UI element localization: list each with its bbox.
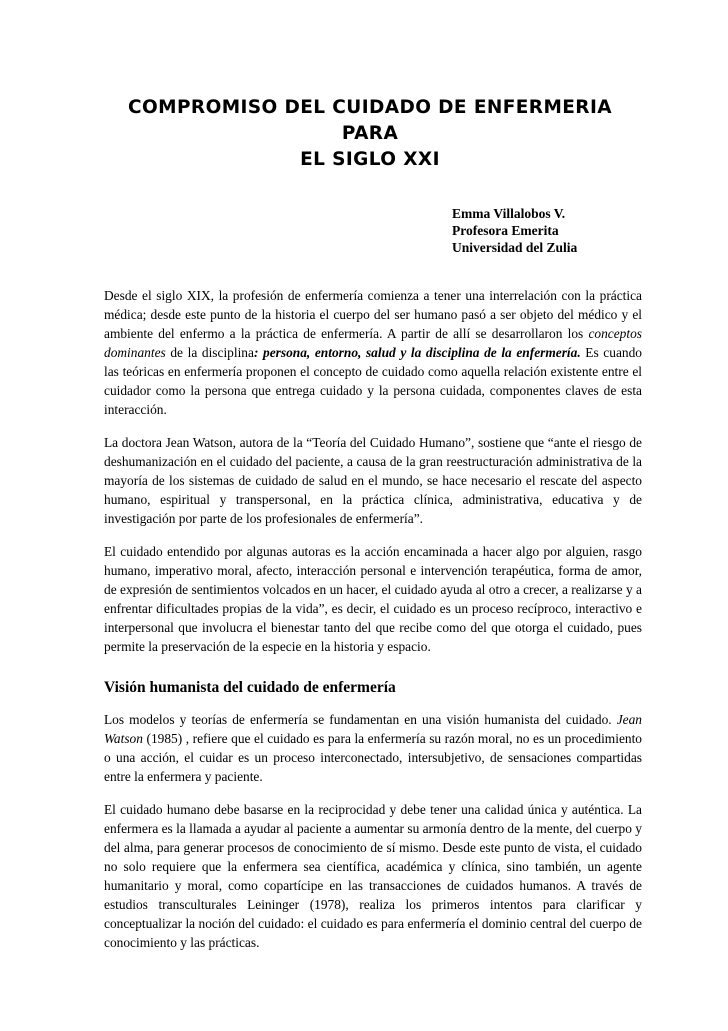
paragraph-4 <box>104 710 642 786</box>
paragraph-1-text-a: Desde el siglo XIX, la profesión de enfermería comienza a tener una interrelación con la práctica médica; desde este punto de la historia el cuerpo del ser humano pasó a ser objeto del médico y el ambiente del enfermo a la práctica de enfermería. A partir de allí se desarrollaron los <box>104 288 642 341</box>
paragraph-4-author-ref: Jean Watson <box>104 712 642 746</box>
paragraph-4-text-a: Los modelos y teorías de enfermería se fundamentan en una visión humanista del cuidado. <box>104 712 617 727</box>
section-heading: Visión humanista del cuidado de enfermería <box>104 679 396 696</box>
author-block <box>452 205 577 256</box>
paragraph-2: La doctora Jean Watson, autora de la “Teoría del Cuidado Humano”, sostiene que “ante el riesgo de deshumanización en el cuidado del paciente, a causa de la gran reestructuración administrativa de la mayoría de los sistemas de cuidado de salud en el mundo, se hace necesario el rescate del aspecto humano, espiritual y transpersonal, en la práctica clínica, administrativa, educativa y de investigación por parte de los profesionales de enfermería”. <box>104 435 642 526</box>
title-line-2: EL SIGLO XXI <box>300 149 440 170</box>
paragraph-4-text-c: (1985) , refiere que el cuidado es para la enfermería su razón moral, no es un procedimiento o una acción, el cuidar es un proceso interconectado, intersubjetivo, de sensaciones compartidas entre la enfermera y paciente. <box>104 731 642 784</box>
paragraph-1-bold-concepts: : persona, entorno, salud y la disciplina de la enfermería. <box>253 345 581 360</box>
paragraph-1-text-c: de la disciplina <box>165 345 254 360</box>
title-line-1: COMPROMISO DEL CUIDADO DE ENFERMERIA PARA <box>128 97 612 144</box>
paragraph-5: El cuidado humano debe basarse en la reciprocidad y debe tener una calidad única y auténtica. La enfermera es la llamada a ayudar al paciente a aumentar su armonía dentro de la mente, del cuerpo y del alma, para generar procesos de conocimiento de sí mismo. Desde este punto de vista, el cuidado no solo requiere que la enfermera sea científica, académica y clínica, sino también, un agente humanitario y moral, como copartícipe en las transacciones de cuidados humanos. A través de estudios transculturales Leininger (1978), realiza los primeros intentos para clarificar y conceptualizar la noción del cuidado: el cuidado es para enfermería el dominio central del cuerpo de conocimiento y las prácticas. <box>104 802 642 950</box>
document-title <box>100 95 640 173</box>
paragraph-1-emphasis: conceptos dominantes <box>104 326 642 360</box>
author-role: Profesora Emerita <box>452 223 559 238</box>
paragraph-3: El cuidado entendido por algunas autoras es la acción encaminada a hacer algo por alguien, rasgo humano, imperativo moral, afecto, interacción personal e intervención terapéutica, forma de amor, de expresión de sentimientos volcados en un hacer, el cuidado ayuda al otro a crecer, a realizarse y a enfrentar dificultades propias de la vida”, es decir, el cuidado es un proceso recíproco, interactivo e interpersonal que involucra el bienestar tanto del que recibe como del que otorga el cuidado, pues permite la preservación de la especie en la historia y espacio. <box>104 544 642 654</box>
author-name: Emma Villalobos V. <box>452 206 566 221</box>
paragraph-1-text-e: Es cuando las teóricas en enfermería proponen el concepto de cuidado como aquella relación existente entre el cuidador como la persona que entrega cuidado y la persona cuidada, componentes claves de esta interacción. <box>104 345 642 417</box>
author-institution: Universidad del Zulia <box>452 240 578 255</box>
document-body <box>104 286 642 966</box>
paragraph-1 <box>104 286 642 419</box>
